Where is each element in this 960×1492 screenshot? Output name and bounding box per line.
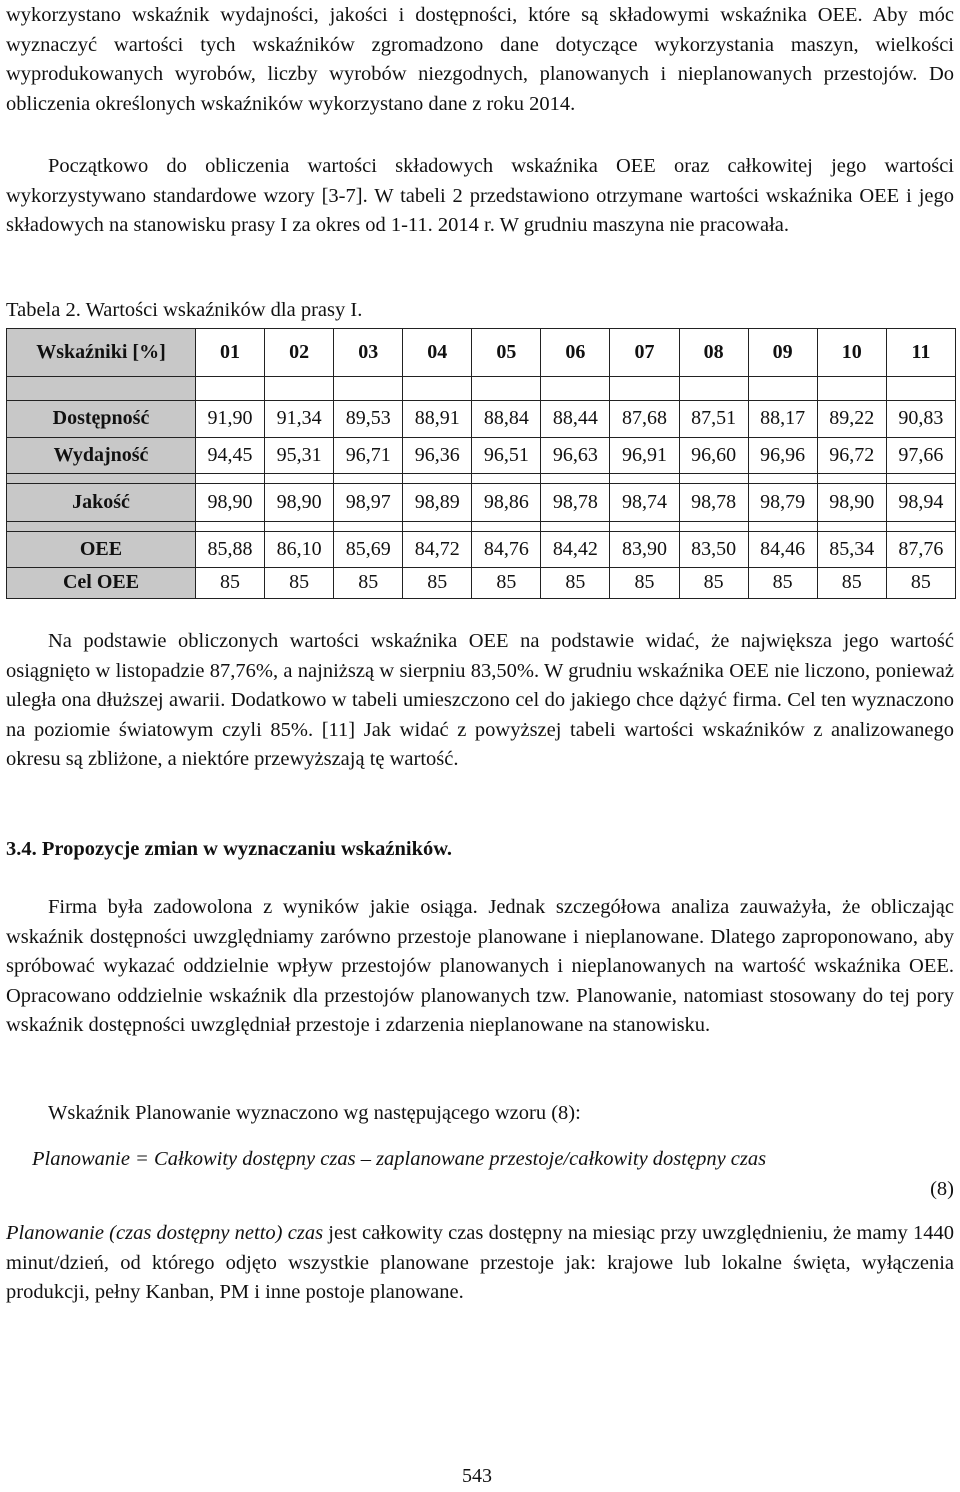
table-row [7, 532, 956, 568]
table-caption: Tabela 2. Wartości wskaźników dla prasy I. [6, 299, 363, 321]
cell: 89,22 [817, 401, 886, 438]
table-row [7, 401, 956, 438]
cell: 84,42 [541, 532, 610, 568]
gap-cell [265, 522, 334, 532]
paragraph-intro: wykorzystano wskaźnik wydajności, jakości i dostępności, które są składowymi wskaźnika OEE. Aby móc wyznaczyć wartości tych wskaźników zgromadzono dane dotyczące wykorzystania maszyn, wielkości wyprodukowanych wyrobów, liczby wyrobów niezgodnych, planowanych i nieplanowanych przestojów. Do obliczenia określonych wskaźników wykorzystano dane z roku 2014. [6, 4, 954, 115]
section-heading: 3.4. Propozycje zmian w wyznaczaniu wskaźników. [6, 838, 453, 860]
spacer-cell [541, 377, 610, 401]
cell: 98,90 [817, 484, 886, 522]
cell: 85 [472, 568, 541, 599]
cell: 91,90 [196, 401, 265, 438]
gap-cell [610, 474, 679, 484]
spacer-cell [886, 377, 955, 401]
gap-cell [748, 522, 817, 532]
row-label-performance: Wydajność [7, 438, 196, 474]
col-header: 07 [610, 329, 679, 377]
spacer-cell [817, 377, 886, 401]
cell: 88,44 [541, 401, 610, 438]
formula: Planowanie = Całkowity dostępny czas – zaplanowane przestoje/całkowity dostępny czas [32, 1148, 767, 1170]
paragraph-oee-analysis: Na podstawie obliczonych wartości wskaźnika OEE na podstawie widać, że największa jego wartość osiągnięto w listopadzie 87,76%, a najniższą w sierpniu 83,50%. W grudniu wskaźnika OEE nie liczono, ponieważ uległa ona dłuższej awarii. Dodatkowo w tabeli umieszczono cel do jakiego chce dążyć firma. Cel ten wyznaczono na poziomie światowym czyli 85%. [11] Jak widać z powyższej tabeli wartości wskaźników z analizowanego okresu są zbliżone, a niektóre przewyższają tę wartość. [6, 630, 954, 770]
gap-cell [334, 522, 403, 532]
spacer-cell [265, 377, 334, 401]
cell: 95,31 [265, 438, 334, 474]
cell: 88,17 [748, 401, 817, 438]
spacer-cell [472, 377, 541, 401]
cell: 84,46 [748, 532, 817, 568]
gap-cell [679, 522, 748, 532]
cell: 98,74 [610, 484, 679, 522]
cell: 85 [334, 568, 403, 599]
col-header: 11 [886, 329, 955, 377]
row-label-availability: Dostępność [7, 401, 196, 438]
col-header: 06 [541, 329, 610, 377]
spacer-cell [610, 377, 679, 401]
cell: 94,45 [196, 438, 265, 474]
cell: 88,84 [472, 401, 541, 438]
cell: 85,88 [196, 532, 265, 568]
spacer-cell [403, 377, 472, 401]
header-spacer [7, 377, 196, 401]
cell: 96,63 [541, 438, 610, 474]
page-number: 543 [462, 1465, 492, 1487]
cell: 86,10 [265, 532, 334, 568]
gap-cell [817, 522, 886, 532]
col-header: 01 [196, 329, 265, 377]
gap-cell [886, 474, 955, 484]
spacer-cell [748, 377, 817, 401]
gap-cell [265, 474, 334, 484]
cell: 85 [403, 568, 472, 599]
cell: 85 [196, 568, 265, 599]
paragraph-planning-definition [6, 1219, 954, 1308]
spacer-cell [196, 377, 265, 401]
col-header: 04 [403, 329, 472, 377]
table-row [7, 568, 956, 599]
gap-cell [679, 474, 748, 484]
cell: 98,78 [541, 484, 610, 522]
cell: 98,97 [334, 484, 403, 522]
cell: 85 [679, 568, 748, 599]
cell: 88,91 [403, 401, 472, 438]
indicators-table [6, 328, 956, 599]
cell: 98,89 [403, 484, 472, 522]
cell: 96,60 [679, 438, 748, 474]
row-label-quality: Jakość [7, 484, 196, 522]
table-header-row [7, 329, 956, 377]
cell: 96,71 [334, 438, 403, 474]
gap-cell [610, 522, 679, 532]
formula-number: (8) [930, 1178, 954, 1200]
cell: 87,68 [610, 401, 679, 438]
cell: 85 [817, 568, 886, 599]
cell: 85 [265, 568, 334, 599]
table-gap-row [7, 522, 956, 532]
col-header: 03 [334, 329, 403, 377]
col-header: 09 [748, 329, 817, 377]
cell: 90,83 [886, 401, 955, 438]
cell: 87,76 [886, 532, 955, 568]
cell: 97,66 [886, 438, 955, 474]
col-header: 02 [265, 329, 334, 377]
gap-cell [403, 522, 472, 532]
cell: 98,86 [472, 484, 541, 522]
spacer-cell [679, 377, 748, 401]
cell: 98,79 [748, 484, 817, 522]
cell: 96,91 [610, 438, 679, 474]
cell: 85 [610, 568, 679, 599]
cell: 98,78 [679, 484, 748, 522]
gap-cell [334, 474, 403, 484]
cell: 91,34 [265, 401, 334, 438]
gap-cell [886, 522, 955, 532]
gap-cell [472, 474, 541, 484]
table-gap-row [7, 474, 956, 484]
row-label-oee-target: Cel OEE [7, 568, 196, 599]
gap-cell [817, 474, 886, 484]
row-label-oee: OEE [7, 532, 196, 568]
paragraph-standard-formulas: Początkowo do obliczenia wartości składowych wskaźnika OEE oraz całkowitej jego wartości wykorzystywano standardowe wzory [3-7]. W tabeli 2 przedstawiono otrzymane wartości wskaźnika OEE i jego składowych na stanowisku prasy I za okres od 1-11. 2014 r. W grudniu maszyna nie pracowała. [6, 155, 954, 236]
gap-cell [7, 474, 196, 484]
cell: 83,90 [610, 532, 679, 568]
cell: 85 [541, 568, 610, 599]
col-header: 10 [817, 329, 886, 377]
header-label: Wskaźniki [%] [7, 329, 196, 377]
table-row [7, 438, 956, 474]
gap-cell [472, 522, 541, 532]
cell: 98,90 [196, 484, 265, 522]
planning-definition-text: jest całkowity czas dostępny na miesiąc przy uwzględnieniu, że mamy 1440 minut/dzień, od którego odjęto wszystkie planowane przestoje jak: krajowe lub lokalne święta, wyłączenia produkcji, pełny Kanban, PM i inne postoje planowane. [6, 1222, 954, 1303]
gap-cell [748, 474, 817, 484]
gap-cell [541, 522, 610, 532]
cell: 96,51 [472, 438, 541, 474]
gap-cell [541, 474, 610, 484]
cell: 89,53 [334, 401, 403, 438]
cell: 85 [886, 568, 955, 599]
planning-term: Planowanie (czas dostępny netto) czas [6, 1222, 324, 1244]
cell: 85,34 [817, 532, 886, 568]
cell: 98,90 [265, 484, 334, 522]
col-header: 08 [679, 329, 748, 377]
cell: 98,94 [886, 484, 955, 522]
gap-cell [196, 522, 265, 532]
cell: 87,51 [679, 401, 748, 438]
spacer-cell [334, 377, 403, 401]
cell: 83,50 [679, 532, 748, 568]
table-row [7, 484, 956, 522]
cell: 96,36 [403, 438, 472, 474]
gap-cell [7, 522, 196, 532]
cell: 96,72 [817, 438, 886, 474]
cell: 96,96 [748, 438, 817, 474]
cell: 84,76 [472, 532, 541, 568]
paragraph-proposal: Firma była zadowolona z wyników jakie osiąga. Jednak szczegółowa analiza zauważyła, że obliczając wskaźnik dostępności uwzględniamy zarówno przestoje planowane i nieplanowane. Dlatego zaproponowano, aby spróbować wykazać oddzielnie wpływ przestojów planowanych i nieplanowanych na wartość wskaźnika OEE. Opracowano oddzielnie wskaźnik dla przestojów planowanych tzw. Planowanie, natomiast stosowany do tej pory wskaźnik dostępności uwzględniał przestoje i zdarzenia nieplanowane na stanowisku. [6, 896, 954, 1036]
gap-cell [196, 474, 265, 484]
cell: 84,72 [403, 532, 472, 568]
col-header: 05 [472, 329, 541, 377]
cell: 85 [748, 568, 817, 599]
gap-cell [403, 474, 472, 484]
paragraph-formula-intro: Wskaźnik Planowanie wyznaczono wg następującego wzoru (8): [48, 1102, 581, 1124]
cell: 85,69 [334, 532, 403, 568]
table-spacer-row [7, 377, 956, 401]
